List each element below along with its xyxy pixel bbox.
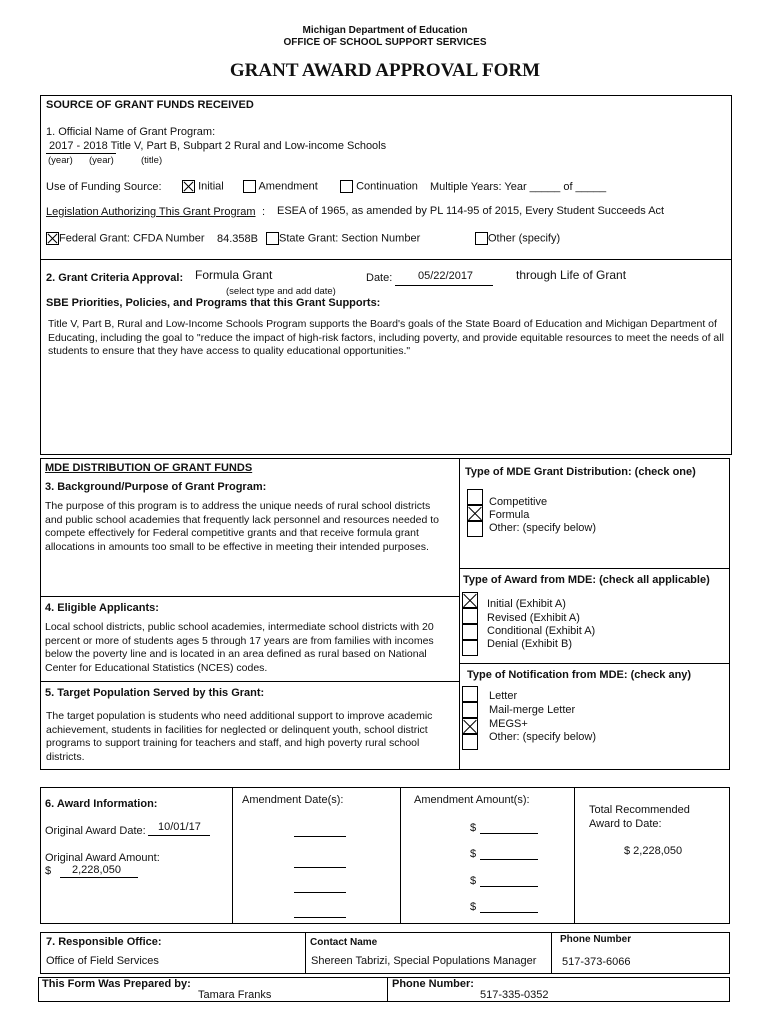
amend-amount-line-4[interactable]	[480, 912, 538, 913]
federal-grant-checkbox[interactable]	[46, 232, 59, 245]
initial-label: Initial	[198, 180, 224, 193]
competitive-checkbox[interactable]	[467, 489, 483, 505]
other-dist-checkbox[interactable]	[467, 521, 483, 537]
mail-merge-label: Mail-merge Letter	[489, 704, 576, 716]
resp-office-label: 7. Responsible Office:	[46, 936, 162, 948]
initial-award-label: Initial (Exhibit A)	[487, 598, 566, 610]
federal-grant-label: Federal Grant: CFDA Number	[59, 232, 205, 245]
revised-award-label: Revised (Exhibit A)	[487, 612, 580, 624]
total-label: Total Recommended Award to Date:	[589, 804, 690, 830]
legislation-colon: :	[262, 206, 266, 218]
contact-label: Contact Name	[310, 937, 378, 948]
competitive-label: Competitive	[489, 496, 548, 508]
amend-amount-dollar-4: $	[470, 901, 477, 913]
amend-amount-dollar-1: $	[470, 822, 477, 834]
amend-amount-dollar-3: $	[470, 875, 477, 887]
amend-dates-box	[232, 787, 401, 924]
initial-checkbox[interactable]	[182, 180, 195, 193]
criteria-label: 2. Grant Criteria Approval:	[46, 272, 184, 284]
award-info-label: 6. Award Information:	[45, 798, 158, 810]
continuation-label: Continuation	[356, 180, 418, 193]
continuation-checkbox[interactable]	[340, 180, 353, 193]
total-value[interactable]: $ 2,228,050	[624, 845, 683, 857]
target-label: 5. Target Population Served by this Grant:	[45, 687, 265, 699]
denial-award-label: Denial (Exhibit B)	[487, 638, 572, 650]
sbe-text[interactable]: Title V, Part B, Rural and Low-Income Schools Program supports the Board's goals of the State Board of Education and Michigan Department of Educating, including the goal to "reduce the impact of high-risk factors, including poverty, and provide equitable resources to meet the needs of all students to ensure that they have access to quality educational opportunities."	[48, 318, 724, 357]
orig-date-value[interactable]: 10/01/17	[158, 821, 201, 833]
prep-phone-label: Phone Number:	[392, 978, 474, 990]
formula-label: Formula	[489, 509, 530, 521]
amend-date-line-3[interactable]	[294, 892, 346, 893]
revised-award-checkbox[interactable]	[462, 608, 478, 624]
prepared-value[interactable]: Tamara Franks	[198, 989, 272, 1001]
amend-amount-line-2[interactable]	[480, 859, 538, 860]
program-name-label: 1. Official Name of Grant Program:	[46, 126, 216, 138]
year-underline	[46, 153, 116, 154]
multiple-years-field[interactable]: Multiple Years: Year _____ of _____	[430, 181, 607, 193]
distribution-heading: MDE DISTRIBUTION OF GRANT FUNDS	[45, 462, 253, 474]
title-caption: (title)	[141, 155, 163, 166]
state-grant-label: State Grant: Section Number	[279, 232, 421, 245]
amend-amounts-box	[400, 787, 575, 924]
amend-date-line-4[interactable]	[294, 917, 346, 918]
amend-amount-dollar-2: $	[470, 848, 477, 860]
other-grant-option[interactable]	[475, 232, 560, 245]
phone-value[interactable]: 517-373-6066	[562, 956, 631, 968]
select-note: (select type and add date)	[226, 286, 336, 297]
federal-grant-option[interactable]	[46, 232, 205, 245]
orig-date-underline	[148, 835, 210, 836]
orig-date-label: Original Award Date:	[45, 825, 146, 837]
orig-amount-value[interactable]: 2,228,050	[72, 864, 121, 876]
divider	[459, 568, 730, 569]
award-type-heading: Type of Award from MDE: (check all applicable)	[463, 574, 710, 586]
divider	[459, 663, 730, 664]
amend-dates-label: Amendment Date(s):	[242, 794, 344, 806]
dist-type-heading: Type of MDE Grant Distribution: (check one)	[465, 466, 696, 478]
resp-office-value[interactable]: Office of Field Services	[46, 955, 159, 967]
initial-award-checkbox[interactable]	[462, 592, 478, 608]
initial-option[interactable]	[182, 180, 224, 193]
background-text[interactable]: The purpose of this program is to address the unique needs of rural school districts and public school academies that frequently lack personnel and resources needed to compete effectively for Federal competitive grants and that receive formula grant allocations in amounts too small to be effective in meeting their intended purposes.	[45, 500, 440, 553]
amendment-option[interactable]	[243, 180, 318, 193]
prepared-label: This Form Was Prepared by:	[42, 978, 191, 990]
amend-date-line-1[interactable]	[294, 836, 346, 837]
contact-value[interactable]: Shereen Tabrizi, Special Populations Manager	[311, 955, 537, 967]
other-notif-checkbox[interactable]	[462, 734, 478, 750]
prep-phone-value[interactable]: 517-335-0352	[480, 989, 549, 1001]
target-text[interactable]: The target population is students who need additional support to improve academic achievement, students in facilities for neglected or delinquent youth, school district programs to support training for teachers and staff, and high poverty rural school districts.	[46, 710, 433, 763]
megs-label: MEGS+	[489, 718, 528, 730]
program-name-value[interactable]: 2017 - 2018 Title V, Part B, Subpart 2 Rural and Low-income Schools	[49, 140, 387, 152]
sbe-heading: SBE Priorities, Policies, and Programs that this Grant Supports:	[46, 297, 381, 309]
other-notif-label: Other: (specify below)	[489, 731, 596, 743]
megs-checkbox[interactable]	[462, 718, 478, 734]
date-label: Date:	[366, 272, 393, 284]
form-title: GRANT AWARD APPROVAL FORM	[229, 60, 541, 81]
source-heading: SOURCE OF GRANT FUNDS RECEIVED	[46, 99, 254, 111]
notification-heading: Type of Notification from MDE: (check any)	[467, 669, 692, 681]
through-text: through Life of Grant	[516, 268, 627, 282]
continuation-option[interactable]	[340, 180, 418, 193]
department-name: Michigan Department of Education	[302, 25, 468, 36]
orig-amount-label: Original Award Amount:	[45, 852, 160, 864]
background-label: 3. Background/Purpose of Grant Program:	[45, 481, 267, 493]
amendment-checkbox[interactable]	[243, 180, 256, 193]
eligible-label: 4. Eligible Applicants:	[45, 602, 159, 614]
legislation-label: Legislation Authorizing This Grant Program	[46, 206, 256, 218]
year-caption-1: (year)	[48, 155, 73, 166]
conditional-award-checkbox[interactable]	[462, 624, 478, 640]
date-underline	[395, 285, 493, 286]
funding-source-label: Use of Funding Source:	[46, 181, 162, 193]
state-grant-checkbox[interactable]	[266, 232, 279, 245]
amendment-label: Amendment	[258, 180, 318, 193]
letter-checkbox[interactable]	[462, 686, 478, 702]
other-grant-label: Other (specify)	[488, 232, 561, 245]
eligible-text[interactable]: Local school districts, public school academies, intermediate school districts with 20 percent or more of students ages 5 through 17 years are from families with incomes below the poverty line and is located in an area defined as rural based on National Center for Educational Statistics (NCES) codes.	[45, 621, 434, 674]
mail-merge-checkbox[interactable]	[462, 702, 478, 718]
state-grant-option[interactable]	[266, 232, 420, 245]
formula-checkbox[interactable]	[467, 505, 483, 521]
divider	[40, 259, 732, 260]
amend-amounts-label: Amendment Amount(s):	[414, 794, 530, 806]
orig-amount-dollar: $	[45, 865, 52, 877]
criteria-value[interactable]: Formula Grant	[195, 268, 273, 282]
conditional-award-label: Conditional (Exhibit A)	[487, 625, 596, 637]
amend-date-line-2[interactable]	[294, 867, 346, 868]
office-name: OFFICE OF SCHOOL SUPPORT SERVICES	[283, 37, 487, 48]
legislation-value[interactable]: ESEA of 1965, as amended by PL 114-95 of 2015, Every Student Succeeds Act	[277, 205, 665, 217]
denial-award-checkbox[interactable]	[462, 640, 478, 656]
cfda-number[interactable]: 84.358B	[217, 233, 258, 245]
divider	[40, 681, 460, 682]
date-value[interactable]: 05/22/2017	[418, 270, 474, 282]
divider	[40, 596, 460, 597]
letter-label: Letter	[489, 690, 518, 702]
other-grant-checkbox[interactable]	[475, 232, 488, 245]
amend-amount-line-1[interactable]	[480, 833, 538, 834]
orig-amount-underline	[60, 877, 138, 878]
year-caption-2: (year)	[89, 155, 114, 166]
amend-amount-line-3[interactable]	[480, 886, 538, 887]
phone-label: Phone Number	[560, 934, 632, 945]
other-dist-label: Other: (specify below)	[489, 522, 596, 534]
